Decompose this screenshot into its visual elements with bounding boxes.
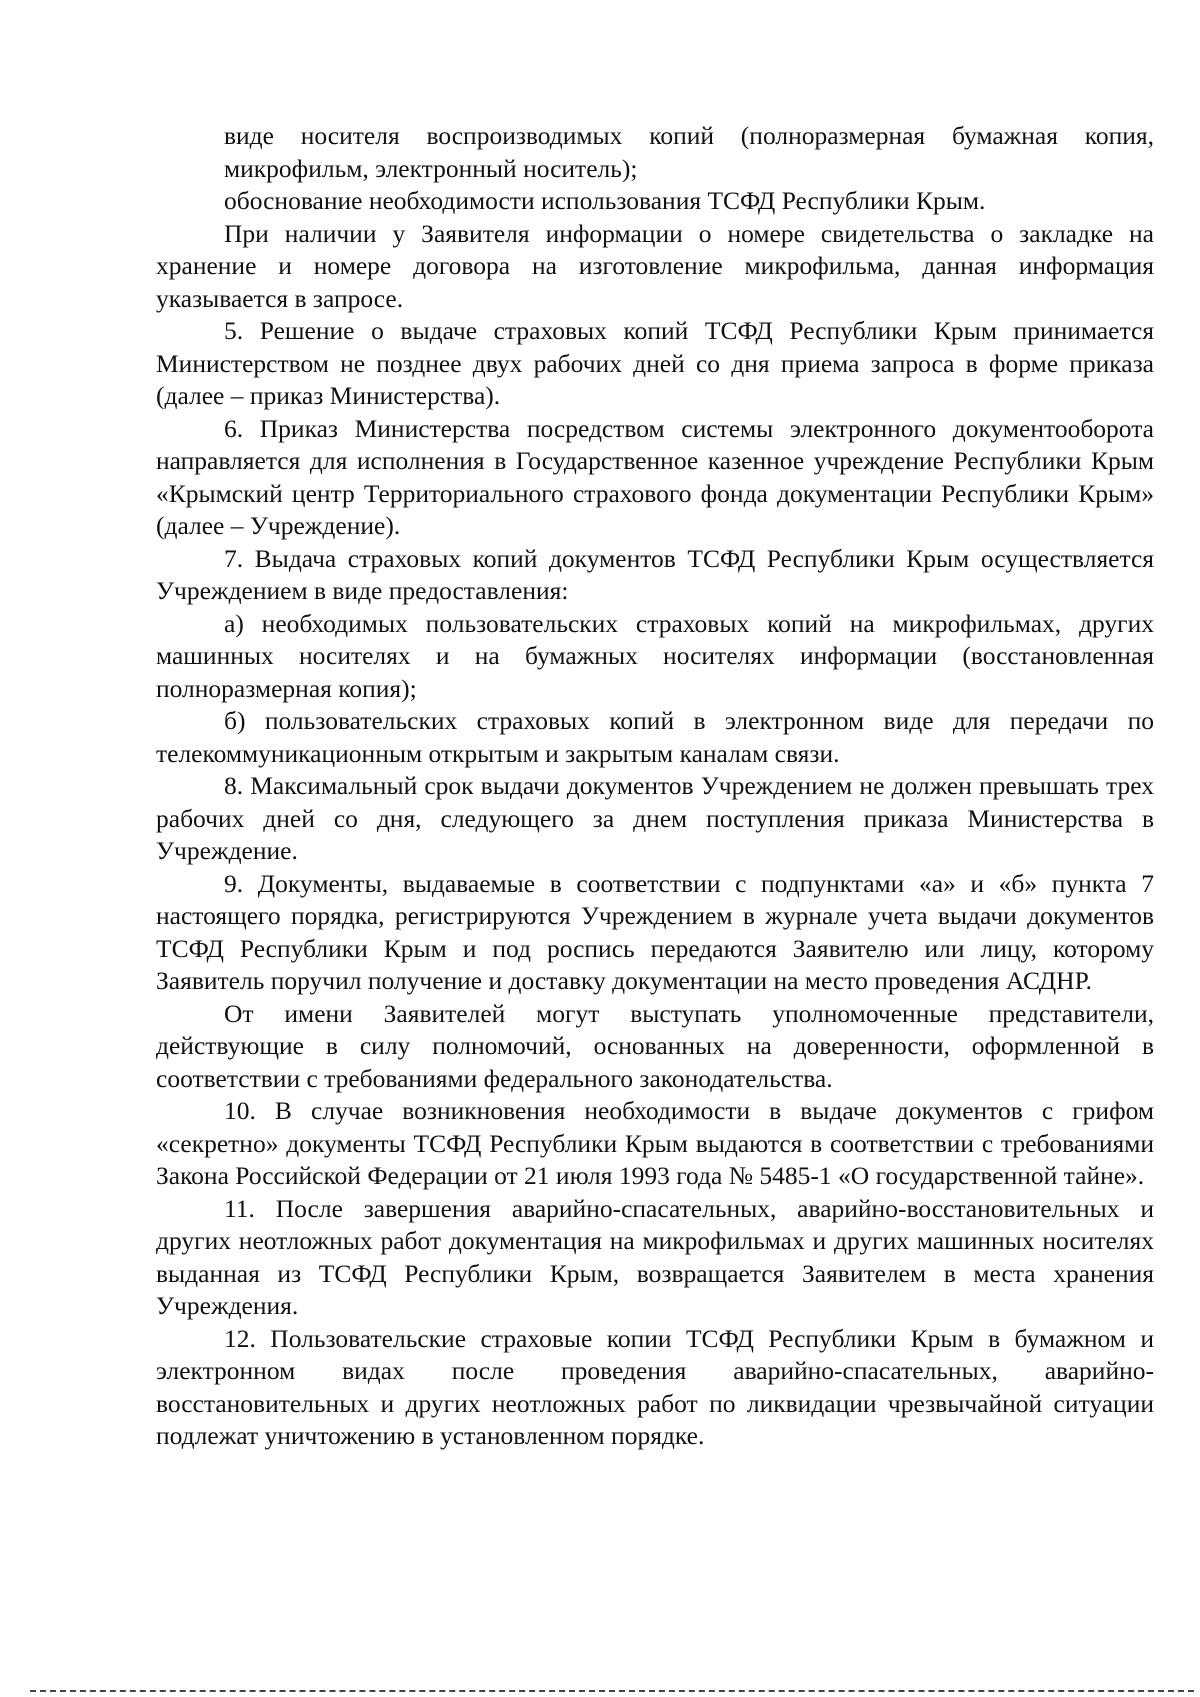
paragraph-item-7: 7. Выдача страховых копий документов ТСФД Республики Крым осуществляется Учреждением в виде предоставления:: [156, 543, 1154, 605]
paragraph-item-7b: б) пользовательских страховых копий в электронном виде для передачи по телекоммуникационным открытым и закрытым каналам связи.: [156, 706, 1154, 768]
page-bottom-divider: [30, 1690, 1194, 1692]
paragraph-item-7a: а) необходимых пользовательских страховых копий на микрофильмах, других машинных носителях и на бумажных носителях информации (восстановленная полноразмерная копия);: [156, 608, 1154, 703]
paragraph-item-9: 9. Документы, выдаваемые в соответствии с подпунктами «а» и «б» пункта 7 настоящего порядка, регистрируются Учреждением в журнале учета выдачи документов ТСФД Республики Крым и под роспись передаются Заявителю или лицу, которому Заявитель поручил получение и доставку документации на место проведения АСДНР.: [156, 868, 1154, 995]
paragraph-justification: обоснование необходимости использования ТСФД Республики Крым.: [224, 186, 986, 215]
document-body: [156, 120, 1154, 1453]
paragraph-representatives: От имени Заявителей могут выступать уполномоченные представители, действующие в силу полномочий, основанных на доверенности, оформленной в соответствии с требованиями федерального законодательства.: [156, 998, 1154, 1093]
paragraph-item-5: 5. Решение о выдаче страховых копий ТСФД Республики Крым принимается Министерством не позднее двух рабочих дней со дня приема запроса в форме приказа (далее – приказ Министерства).: [156, 316, 1154, 410]
paragraph-item-12: 12. Пользовательские страховые копии ТСФД Республики Крым в бумажном и электронном видах после проведения аварийно-спасательных, аварийно-восстановительных и других неотложных работ по ликвидации чрезвычайной ситуации подлежат уничтожению в установленном порядке.: [156, 1323, 1154, 1450]
paragraph-item-6: 6. Приказ Министерства посредством системы электронного документооборота направляется для исполнения в Государственное казенное учреждение Республики Крым «Крымский центр Территориального страхового фонда документации Республики Крым» (далее – Учреждение).: [156, 413, 1154, 540]
paragraph-item-8: 8. Максимальный срок выдачи документов Учреждением не должен превышать трех рабочих дней со дня, следующего за днем поступления приказа Министерства в Учреждение.: [156, 771, 1154, 865]
paragraph-item-11: 11. После завершения аварийно-спасательных, аварийно-восстановительных и других неотложных работ документация на микрофильмах и других машинных носителях выданная из ТСФД Республики Крым, возвращается Заявителем в места хранения Учреждения.: [156, 1193, 1154, 1320]
paragraph-carrier-type: виде носителя воспроизводимых копий (полноразмерная бумажная копия, микрофильм, электронный носитель);: [224, 121, 1154, 183]
paragraph-item-10: 10. В случае возникновения необходимости в выдаче документов с грифом «секретно» документы ТСФД Республики Крым выдаются в соответствии с требованиями Закона Российской Федерации от 21 июля 1993 года № 5485-1 «О государственной тайне».: [156, 1096, 1154, 1190]
paragraph-certificate-info: При наличии у Заявителя информации о номере свидетельства о закладке на хранение и номере договора на изготовление микрофильма, данная информация указывается в запросе.: [156, 218, 1154, 313]
